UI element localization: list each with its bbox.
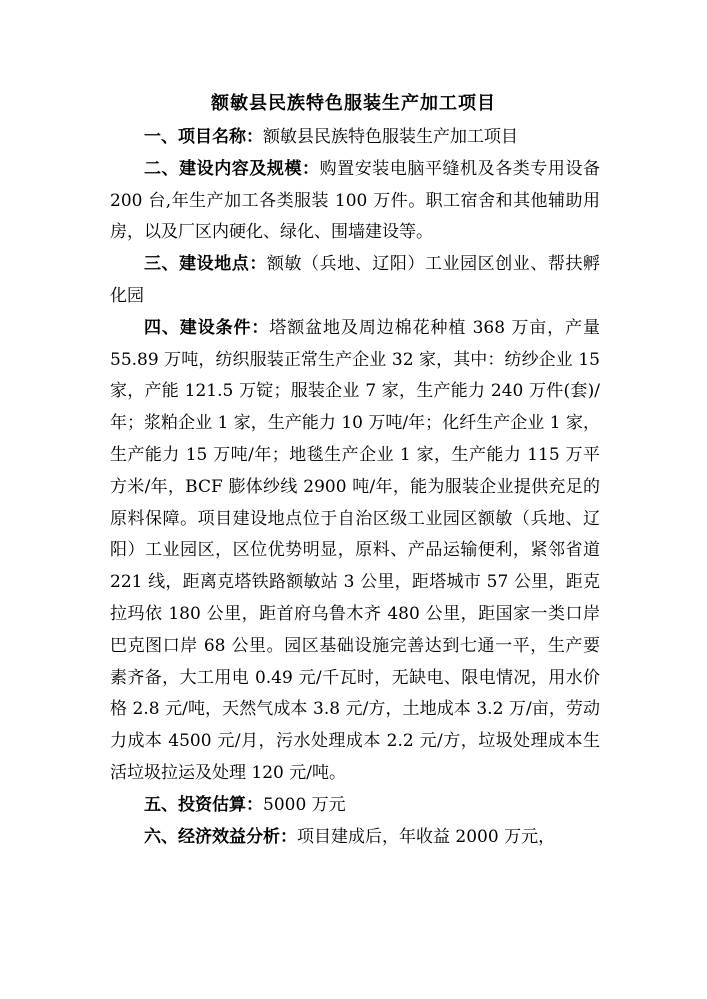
section-heading: 四、建设条件： xyxy=(144,317,270,338)
section-text: 购置安装电脑平缝机及各类专用设备 200 台,年生产加工各类服装 100 万件。职工宿舍和其他辅助用房，以及厂区内硬化、绿化、围墙建设等。 xyxy=(110,158,601,243)
document-body xyxy=(110,122,600,853)
section-economic-analysis xyxy=(110,822,600,854)
section-construction-conditions xyxy=(110,313,600,790)
section-heading: 一、项目名称： xyxy=(144,127,263,147)
section-construction-scope xyxy=(110,154,600,249)
section-heading: 六、经济效益分析： xyxy=(144,826,297,847)
section-heading: 三、建设地点： xyxy=(144,254,267,275)
section-text: 项目建成后，年收益 2000 万元， xyxy=(297,826,556,847)
section-text: 塔额盆地及周边棉花种植 368 万亩，产量 55.89 万吨，纺织服装正常生产企业 32 家，其中：纺纱企业 15 家，产能 121.5 万锭；服装企业 7 家，生产能力 240 万件(套)/年；浆粕企业 1 家，生产能力 10 万吨/年；化纤生产企业 1 家，生产能力 15 万吨/年；地毯生产企业 1 家，生产能力 115 万平方米/年，BCF 膨体纱线 2900 吨/年，能为服装企业提供充足的原料保障。项目建设地点位于自治区级工业园区额敏（兵地、辽阳）工业园区，区位优势明显，原料、产品运输便利，紧邻省道 221 线，距离克塔铁路额敏站 3 公里，距塔城市 57 公里，距克拉玛依 180 公里，距首府乌鲁木齐 480 公里，距国家一类口岸巴克图口岸 68 公里。园区基础设施完善达到七通一平，生产要素齐备，大工用电 0.49 元/千瓦时，无缺电、限电情况，用水价格 2.8 元/吨，天然气成本 3.8 元/方，土地成本 3.2 万/亩，劳动力成本 4500 元/月，污水处理成本 2.2 元/方，垃圾处理成本生活垃圾拉运及处理 120 元/吨。 xyxy=(110,317,600,783)
section-text: 额敏（兵地、辽阳）工业园区创业、帮扶孵化园 xyxy=(110,254,601,306)
section-project-name xyxy=(110,122,600,154)
section-construction-site xyxy=(110,249,600,313)
section-text: 5000 万元 xyxy=(263,794,346,815)
section-heading: 二、建设内容及规模： xyxy=(144,158,320,179)
section-investment-estimate xyxy=(110,790,600,822)
document-title: 额敏县民族特色服装生产加工项目 xyxy=(211,93,496,114)
section-text: 额敏县民族特色服装生产加工项目 xyxy=(263,127,518,147)
section-heading: 五、投资估算： xyxy=(144,794,263,815)
